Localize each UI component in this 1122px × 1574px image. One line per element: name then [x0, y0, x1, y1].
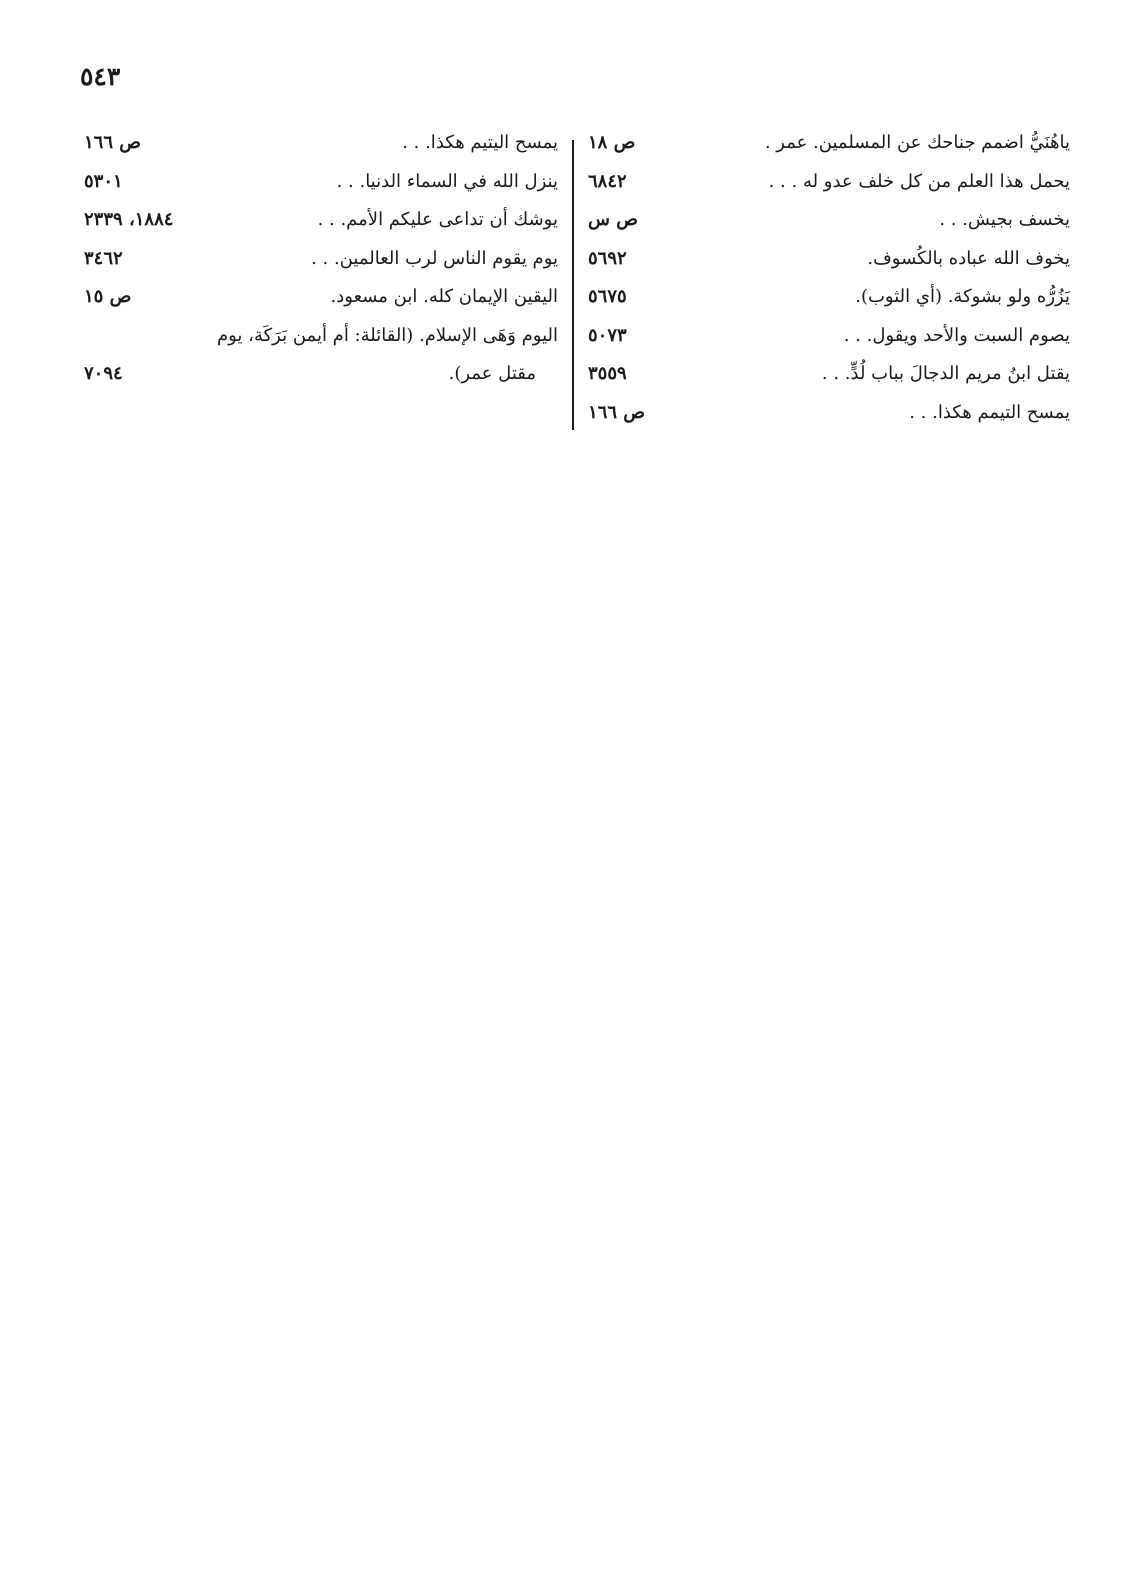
entry-continuation	[80, 355, 558, 394]
index-entry	[584, 163, 1070, 202]
index-entry	[584, 317, 1070, 356]
entry-text: ياهُنَيُّ اضمم جناحك عن المسلمين. عمر .	[764, 132, 1070, 153]
column-divider	[572, 140, 574, 430]
index-entry	[80, 240, 558, 279]
index-entry	[584, 278, 1070, 317]
entry-text: يمسح التيمم هكذا. . .	[909, 401, 1070, 423]
index-entry	[80, 201, 558, 240]
index-column-right	[584, 124, 1070, 432]
entry-text: يقتل ابنُ مريم الدجالَ بباب لُدٍّ. . .	[821, 363, 1070, 384]
entry-text: يحمل هذا العلم من كل خلف عدو له . . .	[768, 170, 1070, 192]
entry-reference: ١٨٨٤، ٢٣٣٩	[84, 209, 174, 230]
entry-text: يَزُرُّه ولو بشوكة. (أي الثوب).	[855, 286, 1070, 307]
index-entry	[584, 394, 1070, 433]
entry-reference: ٣٥٥٩	[588, 363, 627, 384]
entry-text: يصوم السبت والأحد ويقول. . .	[843, 324, 1070, 346]
index-entry	[584, 355, 1070, 394]
index-entry	[584, 201, 1070, 240]
entry-reference: ص ١٦٦	[588, 401, 646, 423]
entry-reference: ٦٨٤٢	[588, 170, 627, 192]
page-number: ٥٤٣	[80, 62, 121, 91]
entry-reference: ٥٦٧٥	[588, 286, 627, 307]
entry-reference: ص ١٦٦	[84, 132, 142, 153]
entry-reference: ٣٤٦٢	[84, 247, 123, 269]
entry-text: يخوف الله عباده بالكُسوف.	[867, 247, 1070, 269]
entry-reference: ص س	[588, 209, 639, 230]
entry-text: اليقين الإيمان كله. ابن مسعود.	[330, 286, 558, 307]
entry-text: يوم يقوم الناس لرب العالمين. . .	[311, 247, 558, 269]
entry-reference: ص ١٥	[84, 286, 132, 307]
entry-reference: ٥٦٩٢	[588, 247, 627, 269]
entry-text: يمسح اليتيم هكذا. . .	[402, 132, 558, 153]
entry-reference: ص ١٨	[588, 132, 636, 153]
index-entry	[584, 240, 1070, 279]
index-entry	[584, 124, 1070, 163]
entry-text: يوشك أن تداعى عليكم الأمم. . .	[317, 209, 558, 230]
index-entry-multiline	[80, 317, 558, 394]
entry-text-continued: مقتل عمر).	[448, 363, 536, 384]
index-entry	[80, 163, 558, 202]
index-entry	[80, 124, 558, 163]
entry-reference: ٥٠٧٣	[588, 324, 627, 346]
entry-reference: ٥٣٠١	[84, 170, 123, 192]
index-entry	[80, 278, 558, 317]
entry-text: ينزل الله في السماء الدنيا. . .	[336, 170, 558, 192]
entry-text: يخسف بجيش. . .	[939, 209, 1070, 230]
entry-text: اليوم وَهَى الإسلام. (القائلة: أم أيمن بَرَكَة، يوم	[216, 324, 558, 346]
entry-reference: ٧٠٩٤	[84, 363, 123, 384]
index-column-left	[80, 124, 558, 394]
